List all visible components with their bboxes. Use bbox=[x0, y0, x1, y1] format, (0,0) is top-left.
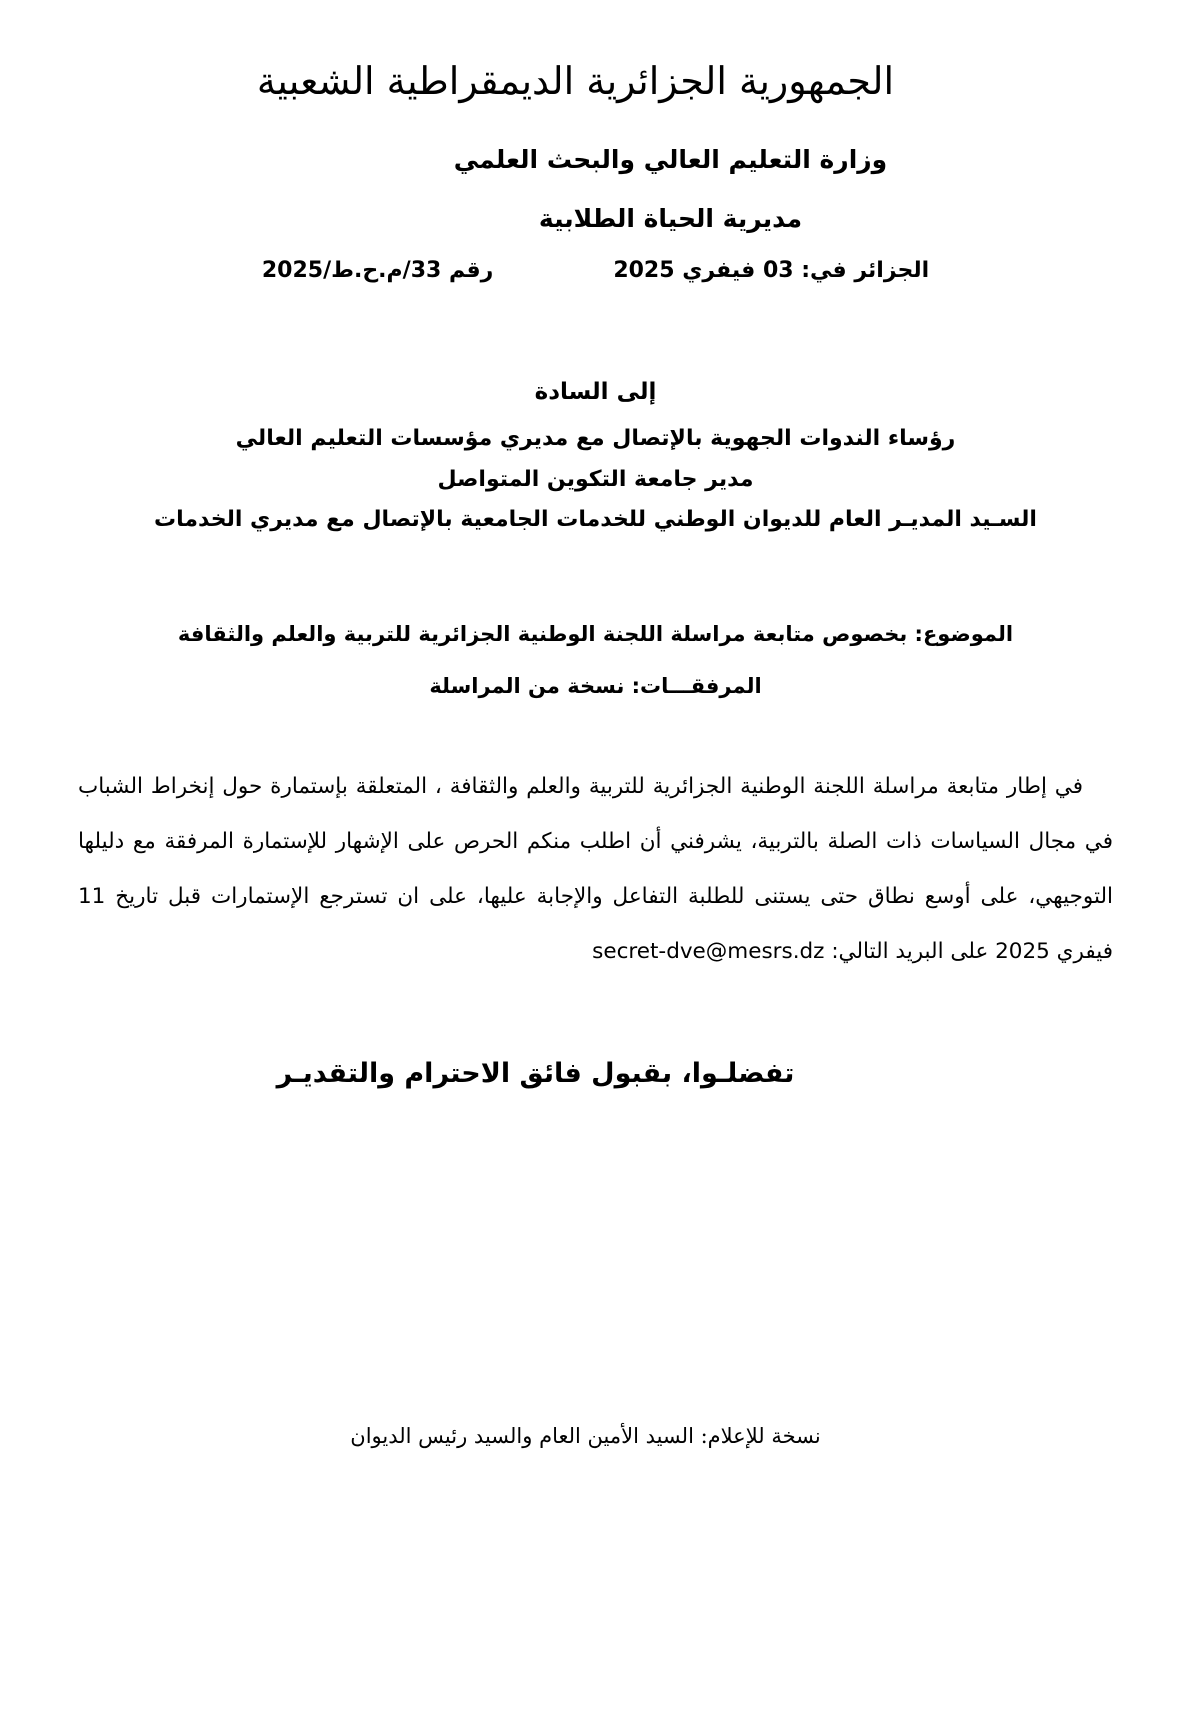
document-page bbox=[0, 52, 1191, 1736]
closing-salutation: تفضلـوا، بقبول فائق الاحترام والتقديـر bbox=[276, 1057, 795, 1089]
salutation: إلى السادة bbox=[534, 378, 657, 405]
addressee-line-1: رؤساء الندوات الجهوية بالإتصال مع مديري مؤسسات التعليم العالي bbox=[235, 425, 956, 451]
contact-email: secret-dve@mesrs.dz bbox=[592, 938, 825, 964]
body-paragraph-text: في إطار متابعة مراسلة اللجنة الوطنية الجزائرية للتربية والعلم والثقافة ، المتعلقة بإستمارة حول إنخراط الشباب في مجال السياسات ذات الصلة بالتربية، يشرفني أن اطلب منكم الحرص على الإشهار للإستمارة المرفقة مع دليلها التوجيهي، على أوسع نطاق حتى يستنى للطلبة التفاعل والإجابة عليها، على ان تسترجع الإستمارات قبل تاريخ 11 فيفري 2025 على البريد التالي: bbox=[78, 774, 1113, 964]
republic-heading: الجمهورية الجزائرية الديمقراطية الشعبية bbox=[256, 59, 895, 103]
body-paragraph bbox=[78, 760, 1113, 979]
addressee-line-2: مدير جامعة التكوين المتواصل bbox=[437, 466, 754, 492]
place-and-date: الجزائر في: 03 فيفري 2025 bbox=[613, 257, 930, 283]
subject-block bbox=[0, 617, 1191, 704]
reference-row bbox=[0, 258, 1191, 283]
directorate-heading: مديرية الحياة الطلابية bbox=[538, 204, 803, 234]
body-block bbox=[0, 760, 1191, 979]
ministry-heading: وزارة التعليم العالي والبحث العلمي bbox=[453, 144, 888, 174]
attachment-line: المرفقـــات: نسخة من المراسلة bbox=[429, 673, 762, 698]
carbon-copy-note: نسخة للإعلام: السيد الأمين العام والسيد رئيس الديوان bbox=[350, 1424, 821, 1448]
addressee-line-3: السـيد المديـر العام للديوان الوطني للخدمات الجامعية بالإتصال مع مديري الخدمات bbox=[154, 507, 1037, 533]
addressee-block bbox=[0, 379, 1191, 541]
reference-number: رقم 33/م.ح.ط/2025 bbox=[261, 257, 494, 283]
ministry-block bbox=[0, 141, 1191, 238]
subject-line: الموضوع: بخصوص متابعة مراسلة اللجنة الوطنية الجزائرية للتربية والعلم والثقافة bbox=[177, 621, 1014, 646]
